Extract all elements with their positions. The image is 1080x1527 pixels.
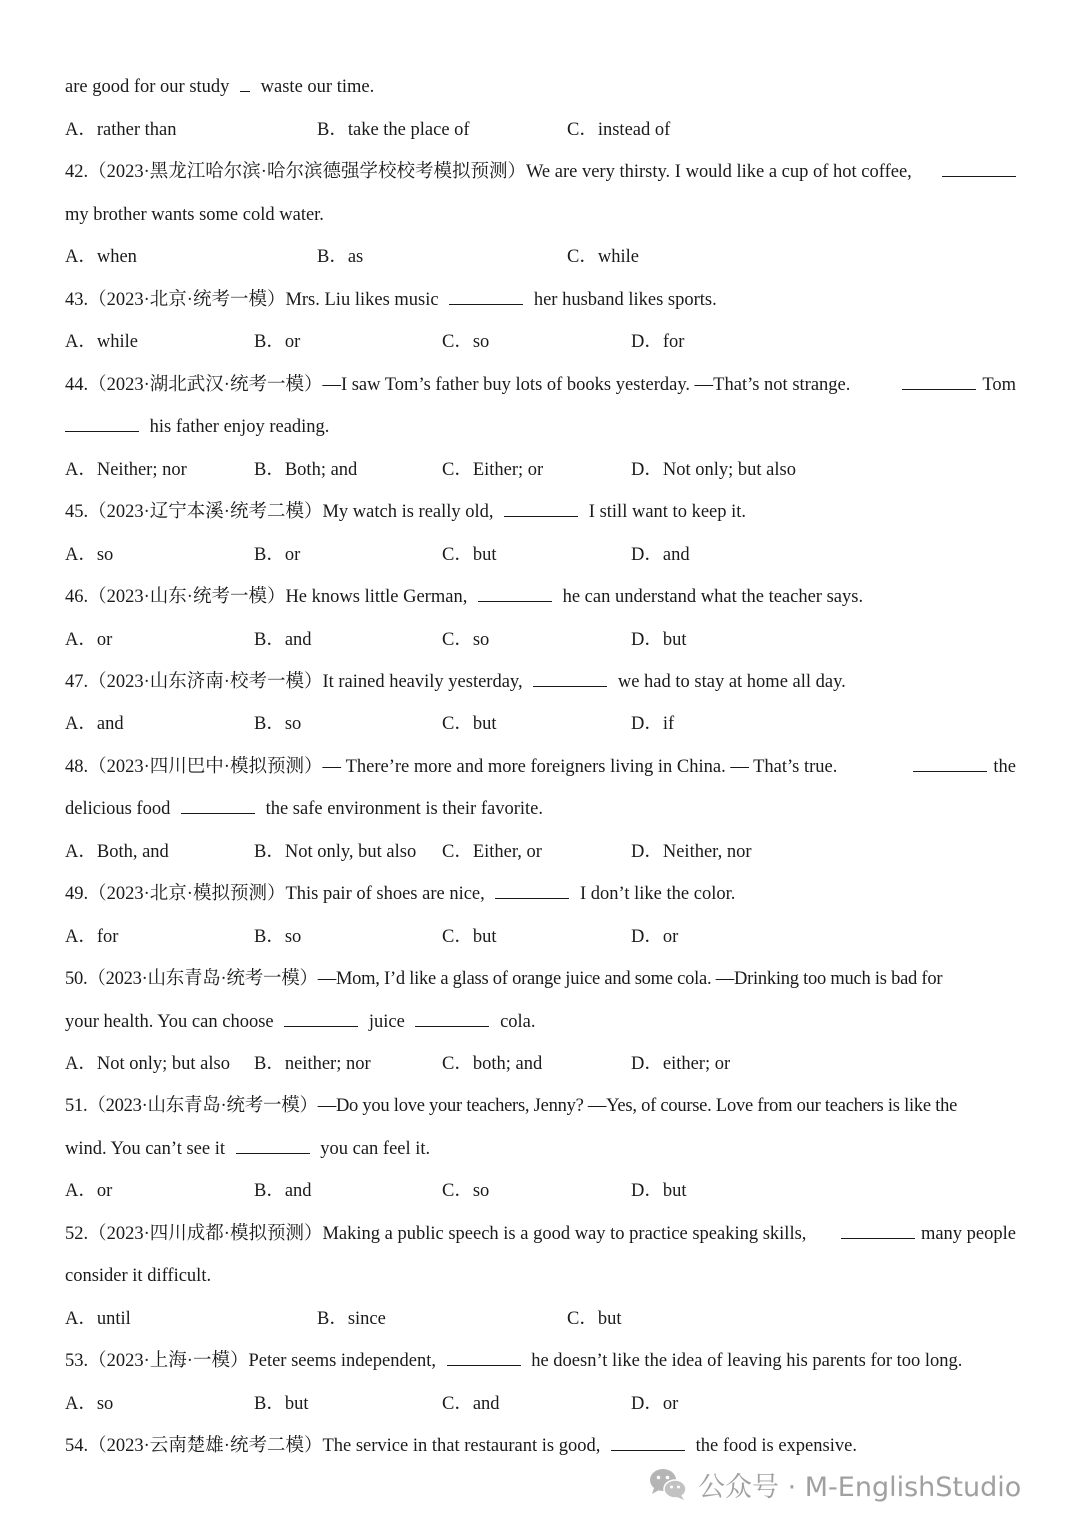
question-text: I don’t like the color. bbox=[580, 884, 736, 904]
option-c[interactable]: C．so bbox=[442, 1181, 490, 1201]
option-b[interactable]: B．Both; and bbox=[254, 460, 358, 480]
option-d[interactable]: D．Not only; but also bbox=[631, 460, 796, 480]
option-c[interactable]: C．while bbox=[567, 247, 639, 267]
option-c[interactable]: C．both; and bbox=[442, 1054, 543, 1074]
answer-blank bbox=[611, 1433, 685, 1451]
answer-blank bbox=[181, 796, 255, 814]
option-b[interactable]: B．neither; nor bbox=[254, 1054, 371, 1074]
question-text: the food is expensive. bbox=[695, 1436, 857, 1456]
question-text: he can understand what the teacher says. bbox=[562, 587, 864, 607]
answer-blank bbox=[902, 372, 976, 390]
question-text: his father enjoy reading. bbox=[149, 417, 330, 437]
option-c[interactable]: C．but bbox=[442, 545, 497, 565]
option-b[interactable]: B．so bbox=[254, 927, 302, 947]
question-50 bbox=[65, 966, 1016, 992]
option-b[interactable]: B．take the place of bbox=[317, 120, 470, 140]
text: waste our time. bbox=[260, 77, 375, 97]
option-a[interactable]: A．and bbox=[65, 714, 124, 734]
answer-blank bbox=[942, 159, 1016, 177]
option-d[interactable]: D．or bbox=[631, 927, 679, 947]
question-text: juice bbox=[368, 1012, 405, 1032]
option-c[interactable]: C．Either; or bbox=[442, 460, 544, 480]
option-c[interactable]: C．but bbox=[442, 927, 497, 947]
question-text: many people bbox=[920, 1224, 1016, 1244]
answer-blank bbox=[284, 1009, 358, 1027]
option-b[interactable]: B．so bbox=[254, 714, 302, 734]
question-text: 49.（2023·北京·模拟预测）This pair of shoes are nice, bbox=[65, 884, 485, 904]
option-d[interactable]: D．or bbox=[631, 1394, 679, 1414]
question-text: 42.（2023·黑龙江哈尔滨·哈尔滨德强学校校考模拟预测）We are very thirsty. I would like a cup of hot coffee, bbox=[65, 162, 912, 182]
question-text: 48.（2023·四川巴中·模拟预测）— There’re more and more foreigners living in China. — That’s true. bbox=[65, 757, 838, 777]
question-text: my brother wants some cold water. bbox=[65, 205, 324, 225]
question-text: he doesn’t like the idea of leaving his parents for too long. bbox=[531, 1351, 963, 1371]
option-a[interactable]: A．Neither; nor bbox=[65, 460, 187, 480]
question-text: 45.（2023·辽宁本溪·统考二模）My watch is really old, bbox=[65, 502, 494, 522]
option-a[interactable]: A．or bbox=[65, 1181, 113, 1201]
option-d[interactable]: D．if bbox=[631, 714, 675, 734]
question-52 bbox=[65, 1221, 1016, 1247]
question-44 bbox=[65, 372, 1016, 398]
question-text: 54.（2023·云南楚雄·统考二模）The service in that restaurant is good, bbox=[65, 1436, 601, 1456]
option-c[interactable]: C．instead of bbox=[567, 120, 671, 140]
option-d[interactable]: D．Neither, nor bbox=[631, 842, 752, 862]
option-d[interactable]: D．but bbox=[631, 630, 687, 650]
question-text: wind. You can’t see it bbox=[65, 1139, 225, 1159]
question-text: the safe environment is their favorite. bbox=[265, 799, 543, 819]
option-b[interactable]: B．Not only, but also bbox=[254, 842, 417, 862]
answer-blank bbox=[495, 881, 569, 899]
question-42-cont bbox=[65, 202, 1016, 228]
question-text: 47.（2023·山东济南·校考一模）It rained heavily yesterday, bbox=[65, 672, 523, 692]
question-41-tail bbox=[65, 74, 1016, 100]
answer-blank bbox=[478, 584, 552, 602]
answer-blank bbox=[504, 499, 578, 517]
option-a[interactable]: A．so bbox=[65, 545, 114, 565]
option-c[interactable]: C．but bbox=[442, 714, 497, 734]
option-a[interactable]: A．while bbox=[65, 332, 138, 352]
question-text: 46.（2023·山东·统考一模）He knows little German, bbox=[65, 587, 468, 607]
option-b[interactable]: B．and bbox=[254, 1181, 312, 1201]
question-54 bbox=[65, 1433, 1016, 1459]
question-text: her husband likes sports. bbox=[533, 290, 717, 310]
text: are good for our study bbox=[65, 77, 230, 97]
answer-blank bbox=[236, 1136, 310, 1154]
option-c[interactable]: C．so bbox=[442, 332, 490, 352]
option-b[interactable]: B．since bbox=[317, 1309, 386, 1329]
question-text: consider it difficult. bbox=[65, 1266, 212, 1286]
option-c[interactable]: C．Either, or bbox=[442, 842, 542, 862]
question-text: 53.（2023·上海·一模）Peter seems independent, bbox=[65, 1351, 436, 1371]
option-a[interactable]: A．Not only; but also bbox=[65, 1054, 230, 1074]
question-text: the bbox=[993, 757, 1016, 777]
question-text: 51.（2023·山东青岛·统考一模）—Do you love your teachers, Jenny? —Yes, of course. Love from our teachers is like the bbox=[65, 1096, 958, 1116]
option-c[interactable]: C．but bbox=[567, 1309, 622, 1329]
question-42 bbox=[65, 159, 1016, 185]
question-52-cont bbox=[65, 1263, 1016, 1289]
question-text: you can feel it. bbox=[320, 1139, 431, 1159]
question-text: 52.（2023·四川成都·模拟预测）Making a public speech is a good way to practice speaking skills, bbox=[65, 1224, 807, 1244]
answer-blank bbox=[913, 754, 987, 772]
question-text: I still want to keep it. bbox=[588, 502, 747, 522]
question-45 bbox=[65, 499, 1016, 525]
option-d[interactable]: D．for bbox=[631, 332, 685, 352]
option-c[interactable]: C．and bbox=[442, 1394, 500, 1414]
answer-blank bbox=[447, 1348, 521, 1366]
question-50-cont bbox=[65, 1009, 1016, 1035]
question-48 bbox=[65, 754, 1016, 780]
option-d[interactable]: D．and bbox=[631, 545, 690, 565]
option-a[interactable]: A．or bbox=[65, 630, 113, 650]
option-d[interactable]: D．either; or bbox=[631, 1054, 731, 1074]
option-a[interactable]: A．Both, and bbox=[65, 842, 169, 862]
option-a[interactable]: A．rather than bbox=[65, 120, 177, 140]
option-b[interactable]: B．and bbox=[254, 630, 312, 650]
answer-blank bbox=[415, 1009, 489, 1027]
option-a[interactable]: A．so bbox=[65, 1394, 114, 1414]
option-b[interactable]: B．or bbox=[254, 545, 301, 565]
question-text: we had to stay at home all day. bbox=[617, 672, 846, 692]
question-51-cont bbox=[65, 1136, 1016, 1162]
watermark bbox=[648, 1458, 1021, 1510]
question-text: 43.（2023·北京·统考一模）Mrs. Liu likes music bbox=[65, 290, 439, 310]
question-49 bbox=[65, 881, 1016, 907]
question-44-cont bbox=[65, 414, 1016, 440]
answer-blank bbox=[841, 1221, 915, 1239]
answer-blank bbox=[533, 669, 607, 687]
question-48-cont bbox=[65, 796, 1016, 822]
watermark-text: 公众号 · M-EnglishStudio bbox=[698, 1471, 1022, 1503]
question-text: your health. You can choose bbox=[65, 1012, 274, 1032]
question-text: cola. bbox=[500, 1012, 536, 1032]
answer-blank bbox=[65, 414, 139, 432]
option-c[interactable]: C．so bbox=[442, 630, 490, 650]
option-b[interactable]: B．as bbox=[317, 247, 364, 267]
question-46 bbox=[65, 584, 1016, 610]
option-a[interactable]: A．until bbox=[65, 1309, 131, 1329]
answer-blank bbox=[449, 287, 523, 305]
option-a[interactable]: A．when bbox=[65, 247, 137, 267]
option-b[interactable]: B．or bbox=[254, 332, 301, 352]
wechat-icon bbox=[648, 1466, 688, 1502]
answer-blank bbox=[240, 74, 250, 92]
option-d[interactable]: D．but bbox=[631, 1181, 687, 1201]
question-text: Tom bbox=[982, 375, 1016, 395]
option-a[interactable]: A．for bbox=[65, 927, 119, 947]
option-b[interactable]: B．but bbox=[254, 1394, 309, 1414]
question-text: 50.（2023·山东青岛·统考一模）—Mom, I’d like a glass of orange juice and some cola. —Drinking too much is bad for bbox=[65, 969, 943, 989]
question-47 bbox=[65, 669, 1016, 695]
question-51 bbox=[65, 1093, 1016, 1119]
question-text: 44.（2023·湖北武汉·统考一模）—I saw Tom’s father buy lots of books yesterday. —That’s not strange. bbox=[65, 375, 851, 395]
question-text: delicious food bbox=[65, 799, 171, 819]
question-43 bbox=[65, 287, 1016, 313]
question-53 bbox=[65, 1348, 1016, 1374]
